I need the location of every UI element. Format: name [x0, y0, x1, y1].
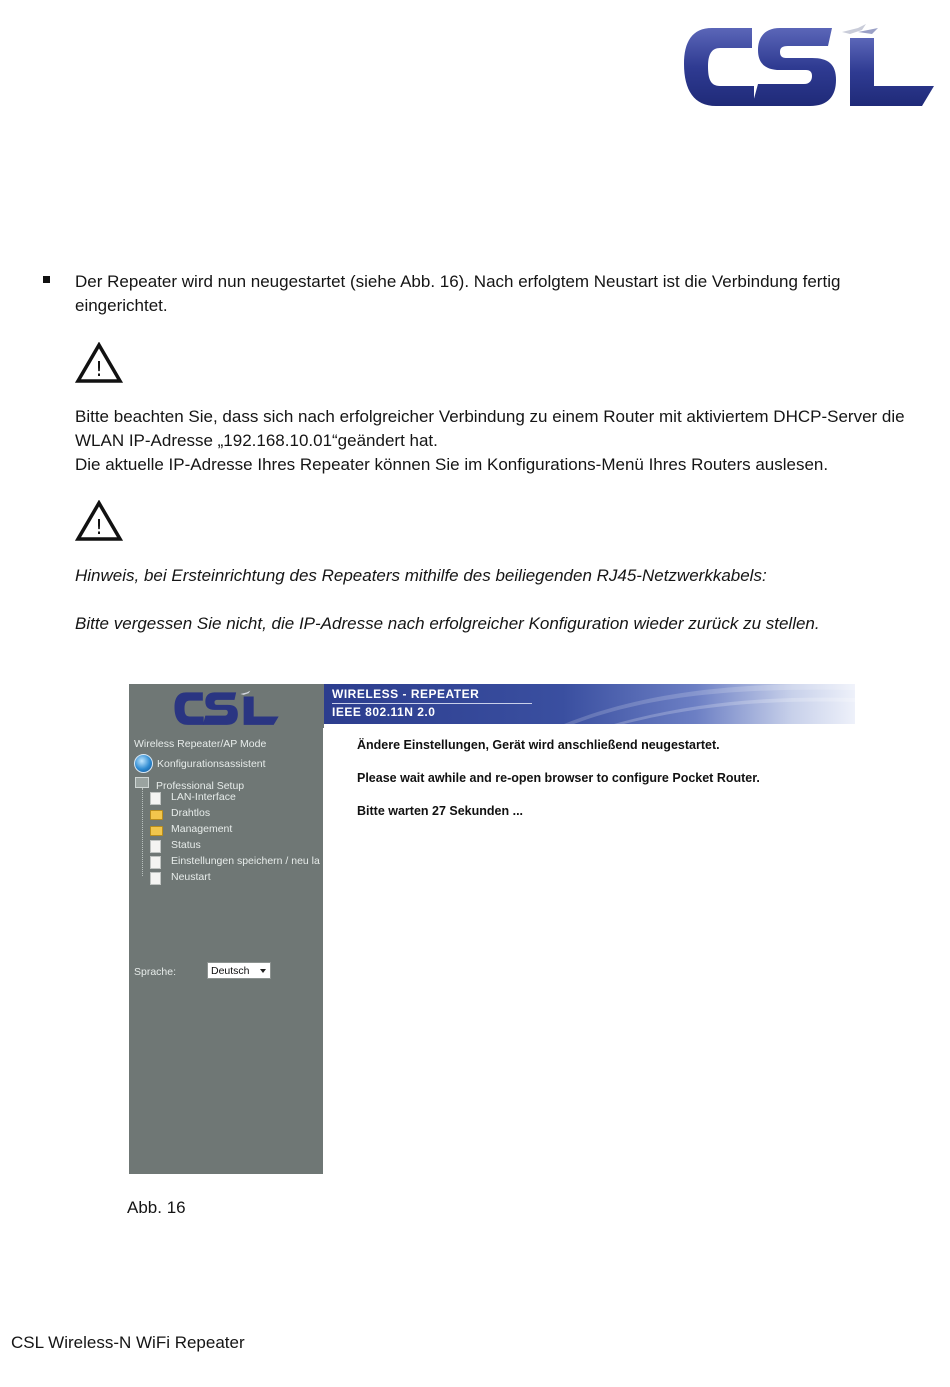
screenshot-sidebar: [129, 728, 323, 1174]
sidebar-item-label: Drahtlos: [171, 807, 211, 819]
language-label: Sprache:: [134, 966, 177, 978]
figure-caption: Abb. 16: [127, 1198, 186, 1217]
sidebar-item-wizard[interactable]: Konfigurationsassistent: [157, 758, 266, 770]
document-icon: [150, 872, 161, 885]
sidebar-item-label: Neustart: [171, 871, 211, 883]
svg-text:!: !: [94, 357, 104, 381]
sidebar-item-label: Status: [171, 839, 201, 851]
restart-info-text: Der Repeater wird nun neugestartet (siehe Abb. 16). Nach erfolgtem Neustart ist die Verbindung fertig eingerichtet.: [75, 272, 841, 315]
screenshot-title-wireless-repeater: WIRELESS - REPEATER: [332, 687, 480, 701]
screenshot-header-band: [324, 684, 855, 724]
rj45-hint: Hinweis, bei Ersteinrichtung des Repeaters mithilfe des beiliegenden RJ45-Netzwerkkabels:: [75, 566, 767, 585]
folder-icon: [150, 826, 163, 836]
document-icon: [150, 856, 161, 869]
screenshot-title-ieee: IEEE 802.11N 2.0: [332, 705, 436, 719]
dhcp-note-line1: Bitte beachten Sie, dass sich nach erfolgreicher Verbindung zu einem Router mit aktiviertem DHCP-Server die WLAN IP-Adresse „192.168.10.01“geändert hat.: [75, 407, 905, 450]
warning-triangle-icon: [75, 500, 123, 542]
status-message-changing-settings: Ändere Einstellungen, Gerät wird anschließend neugestartet.: [357, 738, 720, 752]
sidebar-mode-label: Wireless Repeater/AP Mode: [134, 738, 267, 750]
ip-reset-reminder: Bitte vergessen Sie nicht, die IP-Adresse nach erfolgreicher Konfiguration wieder zurück zu stellen.: [75, 614, 820, 633]
warning-triangle-icon: [75, 342, 123, 384]
document-icon: [150, 840, 161, 853]
dhcp-note-line2: Die aktuelle IP-Adresse Ihres Repeater können Sie im Konfigurations-Menü Ihres Routers auslesen.: [75, 455, 829, 474]
title-underline: [332, 703, 532, 704]
router-screenshot: [129, 684, 855, 1174]
screenshot-csl-logo: [165, 689, 289, 729]
language-select[interactable]: [207, 962, 271, 979]
tree-connector: [142, 788, 144, 876]
csl-logo: [682, 20, 938, 116]
bullet-marker: [43, 276, 50, 283]
sidebar-item-professional-setup[interactable]: Professional Setup: [156, 780, 245, 792]
sidebar-item-label: LAN-Interface: [171, 791, 236, 803]
folder-icon: [150, 810, 163, 820]
svg-text:!: !: [94, 515, 104, 539]
dhcp-note: [75, 405, 925, 477]
computer-icon: [135, 777, 149, 788]
sidebar-item-label: Einstellungen speichern / neu la: [171, 855, 320, 867]
sidebar-item-label: Management: [171, 823, 233, 835]
chevron-down-icon: [260, 969, 266, 973]
content-corner: [323, 724, 343, 744]
wizard-icon: [134, 754, 153, 773]
status-message-please-wait: Please wait awhile and re-open browser to configure Pocket Router.: [357, 771, 760, 785]
page-footer: CSL Wireless-N WiFi Repeater: [11, 1333, 245, 1352]
document-icon: [150, 792, 161, 805]
language-select-value: Deutsch: [211, 965, 250, 977]
status-message-countdown: Bitte warten 27 Sekunden ...: [357, 804, 524, 818]
